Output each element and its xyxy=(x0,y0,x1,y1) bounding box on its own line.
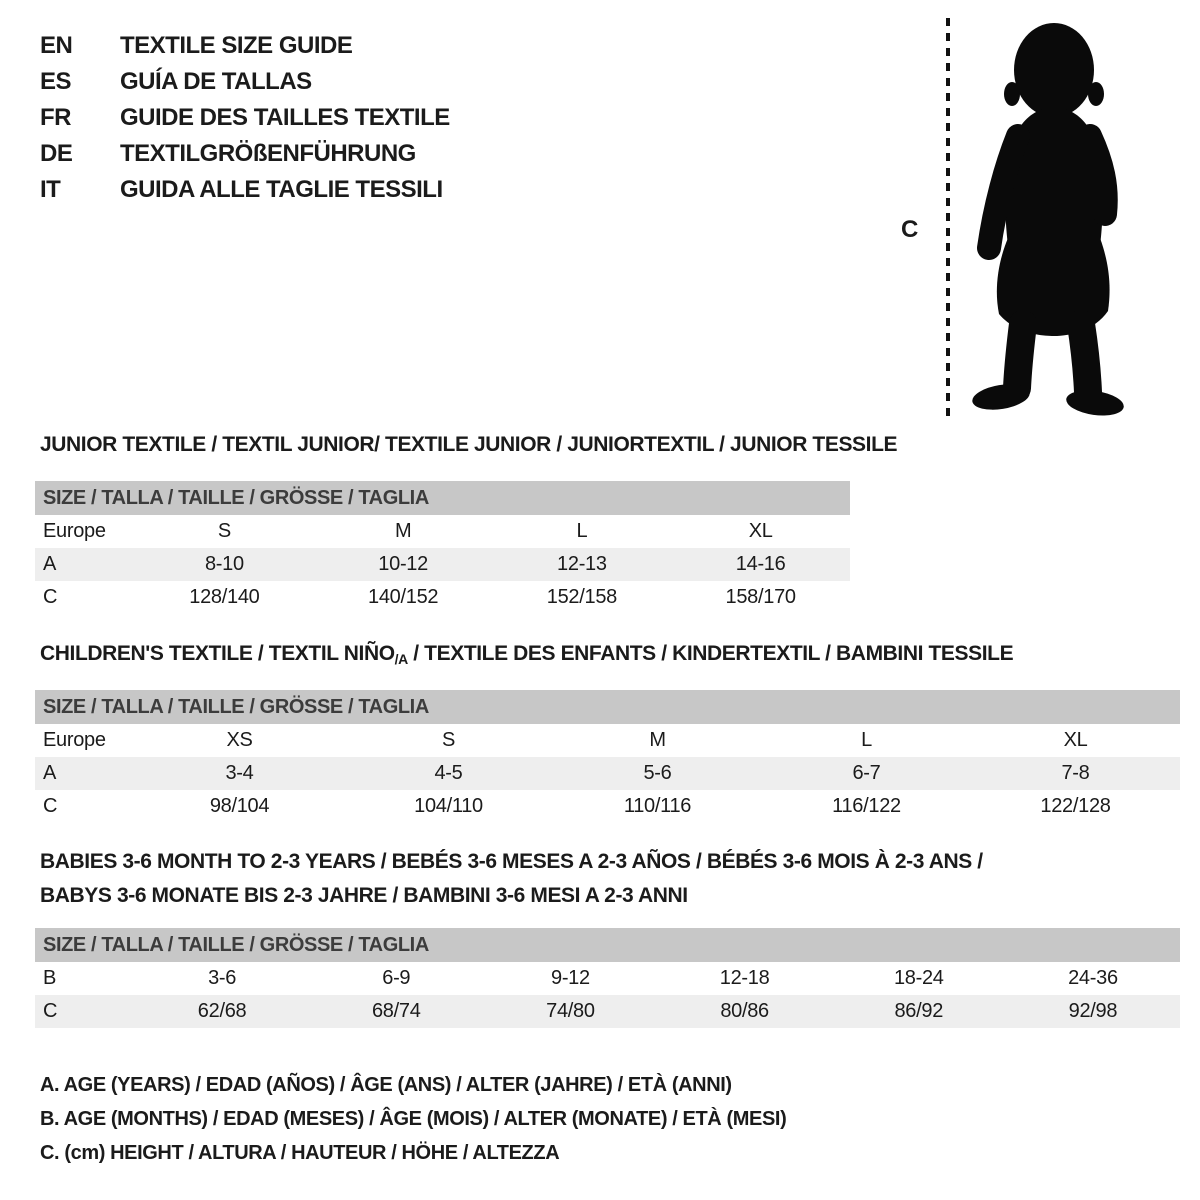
table-cell: 158/170 xyxy=(725,586,796,608)
row-label: C xyxy=(43,1000,58,1022)
table-cell: 74/80 xyxy=(546,1000,595,1022)
table-cell: 86/92 xyxy=(894,1000,944,1022)
table-cell: 5-6 xyxy=(643,762,672,784)
lang-title: GUIDA ALLE TAGLIE TESSILI xyxy=(120,176,443,203)
table-cell: 104/110 xyxy=(414,795,483,817)
height-dashed-line xyxy=(946,18,950,416)
table-row xyxy=(35,995,1180,1028)
table-cell: 3-6 xyxy=(208,967,237,989)
table-rows xyxy=(35,515,850,614)
table-cell: 68/74 xyxy=(371,1000,421,1022)
table-cell: 24-36 xyxy=(1068,967,1118,989)
height-measure-label: C xyxy=(901,216,919,243)
table-row xyxy=(35,724,1180,757)
table-cell: 80/86 xyxy=(720,1000,769,1022)
table-cell: S xyxy=(217,520,231,542)
table-row xyxy=(35,515,850,548)
table-cell: 14-16 xyxy=(735,553,786,575)
lang-row-de xyxy=(40,136,450,172)
size-header-bar: SIZE / TALLA / TAILLE / GRÖSSE / TAGLIA xyxy=(35,481,850,515)
table-cell: 6-9 xyxy=(382,967,411,989)
table-cell: 98/104 xyxy=(209,795,270,817)
size-header-bar: SIZE / TALLA / TAILLE / GRÖSSE / TAGLIA xyxy=(35,690,1180,724)
toddler-silhouette-icon xyxy=(962,12,1142,417)
table-cell: 10-12 xyxy=(378,553,428,575)
table-row xyxy=(35,757,1180,790)
table-cell: 6-7 xyxy=(852,762,881,784)
table-row xyxy=(35,962,1180,995)
lang-title: GUÍA DE TALLAS xyxy=(120,68,312,95)
legend-line-b: B. AGE (MONTHS) / EDAD (MESES) / ÂGE (MOIS) / ALTER (MONATE) / ETÀ (MESI) xyxy=(40,1108,787,1130)
lang-row-en xyxy=(40,28,450,64)
table-cell: 12-13 xyxy=(557,553,607,575)
lang-title: GUIDE DES TAILLES TEXTILE xyxy=(120,104,450,131)
table-cell: 128/140 xyxy=(189,586,260,608)
babies-textile-table xyxy=(35,928,1180,1028)
lang-code: FR xyxy=(40,104,71,131)
lang-title: TEXTILE SIZE GUIDE xyxy=(120,32,353,59)
table-cell: 92/98 xyxy=(1068,1000,1118,1022)
table-cell: XS xyxy=(226,729,253,751)
lang-code: EN xyxy=(40,32,73,59)
legend-line-c: C. (cm) HEIGHT / ALTURA / HAUTEUR / HÖHE / ALTEZZA xyxy=(40,1142,560,1164)
row-label: C xyxy=(43,795,58,817)
row-label: A xyxy=(43,762,57,784)
junior-textile-table xyxy=(35,481,850,614)
lang-code: ES xyxy=(40,68,72,95)
table-cell: L xyxy=(861,729,872,751)
table-rows xyxy=(35,962,1180,1028)
babies-textile-title xyxy=(40,845,983,913)
table-cell: S xyxy=(441,729,456,751)
table-cell: M xyxy=(649,729,666,751)
table-cell: 110/116 xyxy=(623,795,692,817)
row-label: C xyxy=(43,586,58,608)
row-label: Europe xyxy=(43,520,106,542)
title-subscript: /A xyxy=(394,651,408,667)
legend-line-a: A. AGE (YEARS) / EDAD (AÑOS) / ÂGE (ANS) / ALTER (JAHRE) / ETÀ (ANNI) xyxy=(40,1074,732,1096)
language-title-list xyxy=(40,28,450,208)
table-cell: 140/152 xyxy=(368,586,439,608)
table-cell: M xyxy=(394,520,412,542)
title-suffix: / TEXTILE DES ENFANTS / KINDERTEXTIL / BAMBINI TESSILE xyxy=(407,642,1014,665)
table-row xyxy=(35,581,850,614)
table-cell: 3-4 xyxy=(225,762,254,784)
childrens-textile-table xyxy=(35,690,1180,823)
table-row xyxy=(35,790,1180,823)
table-cell: 9-12 xyxy=(551,967,590,989)
table-cell: XL xyxy=(748,520,773,542)
table-cell: 7-8 xyxy=(1061,762,1090,784)
table-cell: 152/158 xyxy=(546,586,617,608)
row-label: B xyxy=(43,967,57,989)
row-label: Europe xyxy=(43,729,106,751)
table-cell: 8-10 xyxy=(204,553,244,575)
size-header-bar: SIZE / TALLA / TAILLE / GRÖSSE / TAGLIA xyxy=(35,928,1180,962)
table-row xyxy=(35,548,850,581)
title-prefix: CHILDREN'S TEXTILE / TEXTIL NIÑO xyxy=(40,642,395,665)
measurement-legend xyxy=(40,1068,786,1170)
lang-row-fr xyxy=(40,100,450,136)
lang-row-es xyxy=(40,64,450,100)
junior-textile-title: JUNIOR TEXTILE / TEXTIL JUNIOR/ TEXTILE JUNIOR / JUNIORTEXTIL / JUNIOR TESSILE xyxy=(40,433,898,456)
table-cell: 62/68 xyxy=(197,1000,247,1022)
table-cell: L xyxy=(576,520,588,542)
table-cell: XL xyxy=(1063,729,1088,751)
lang-title: TEXTILGRÖßENFÜHRUNG xyxy=(120,140,416,167)
babies-title-line-2: BABYS 3-6 MONATE BIS 2-3 JAHRE / BAMBINI 3-6 MESI A 2-3 ANNI xyxy=(40,884,688,907)
babies-title-line-1: BABIES 3-6 MONTH TO 2-3 YEARS / BEBÉS 3-6 MESES A 2-3 AÑOS / BÉBÉS 3-6 MOIS À 2-3 ANS / xyxy=(40,850,983,873)
table-cell: 18-24 xyxy=(893,967,944,989)
childrens-textile-title xyxy=(40,642,1013,666)
table-rows xyxy=(35,724,1180,823)
row-label: A xyxy=(43,553,57,575)
table-cell: 122/128 xyxy=(1040,795,1111,817)
lang-row-it xyxy=(40,172,450,208)
table-cell: 116/122 xyxy=(832,795,901,817)
lang-code: DE xyxy=(40,140,73,167)
table-cell: 4-5 xyxy=(434,762,463,784)
lang-code: IT xyxy=(40,176,61,203)
table-cell: 12-18 xyxy=(719,967,770,989)
